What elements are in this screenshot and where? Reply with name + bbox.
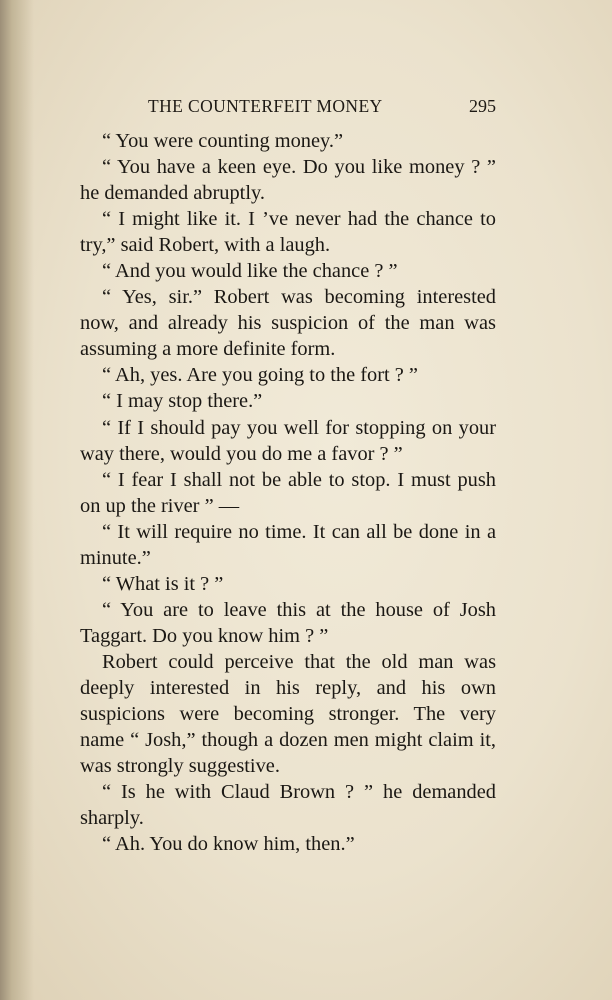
paragraph: “ What is it ? ” — [102, 572, 224, 595]
binding-gutter-shadow — [0, 0, 34, 1000]
paragraph: “ I might like it. I ’ve never had the chance to try,” said Robert, with a laugh. — [80, 208, 496, 257]
paragraph: “ It will require no time. It can all be done in a minute.” — [80, 520, 496, 569]
paragraph: “ And you would like the chance ? ” — [102, 260, 398, 283]
paragraph: “ You were counting money.” — [102, 130, 344, 152]
paragraph: “ I may stop there.” — [102, 390, 263, 413]
paragraph: “ You are to leave this at the house of Josh Taggart. Do you know him ? ” — [80, 598, 496, 647]
paragraph: “ Ah. You do know him, then.” — [102, 833, 355, 856]
page-header — [148, 96, 500, 122]
paragraph: “ You have a keen eye. Do you like money ? ” he demanded abruptly. — [80, 156, 496, 205]
paragraph: “ Ah, yes. Are you going to the fort ? ” — [102, 364, 418, 387]
page-number: 295 — [469, 96, 496, 116]
paragraph: “ Yes, sir.” Robert was becoming interested now, and already his suspicion of the man was assuming a more definite form. — [80, 286, 496, 361]
paragraph: “ If I should pay you well for stopping on your way there, would you do me a favor ? ” — [80, 416, 496, 465]
running-head: THE COUNTERFEIT MONEY — [148, 96, 383, 116]
paragraph: Robert could perceive that the old man was deeply interested in his reply, and his own suspicions were becoming stronger. The very name “ Josh,” though a dozen men might claim it, was strongly suggestive. — [80, 650, 496, 778]
body-text — [80, 128, 496, 857]
paragraph: “ Is he with Claud Brown ? ” he demanded sharply. — [80, 781, 496, 830]
paragraph: “ I fear I shall not be able to stop. I must push on up the river ” — — [80, 468, 496, 517]
